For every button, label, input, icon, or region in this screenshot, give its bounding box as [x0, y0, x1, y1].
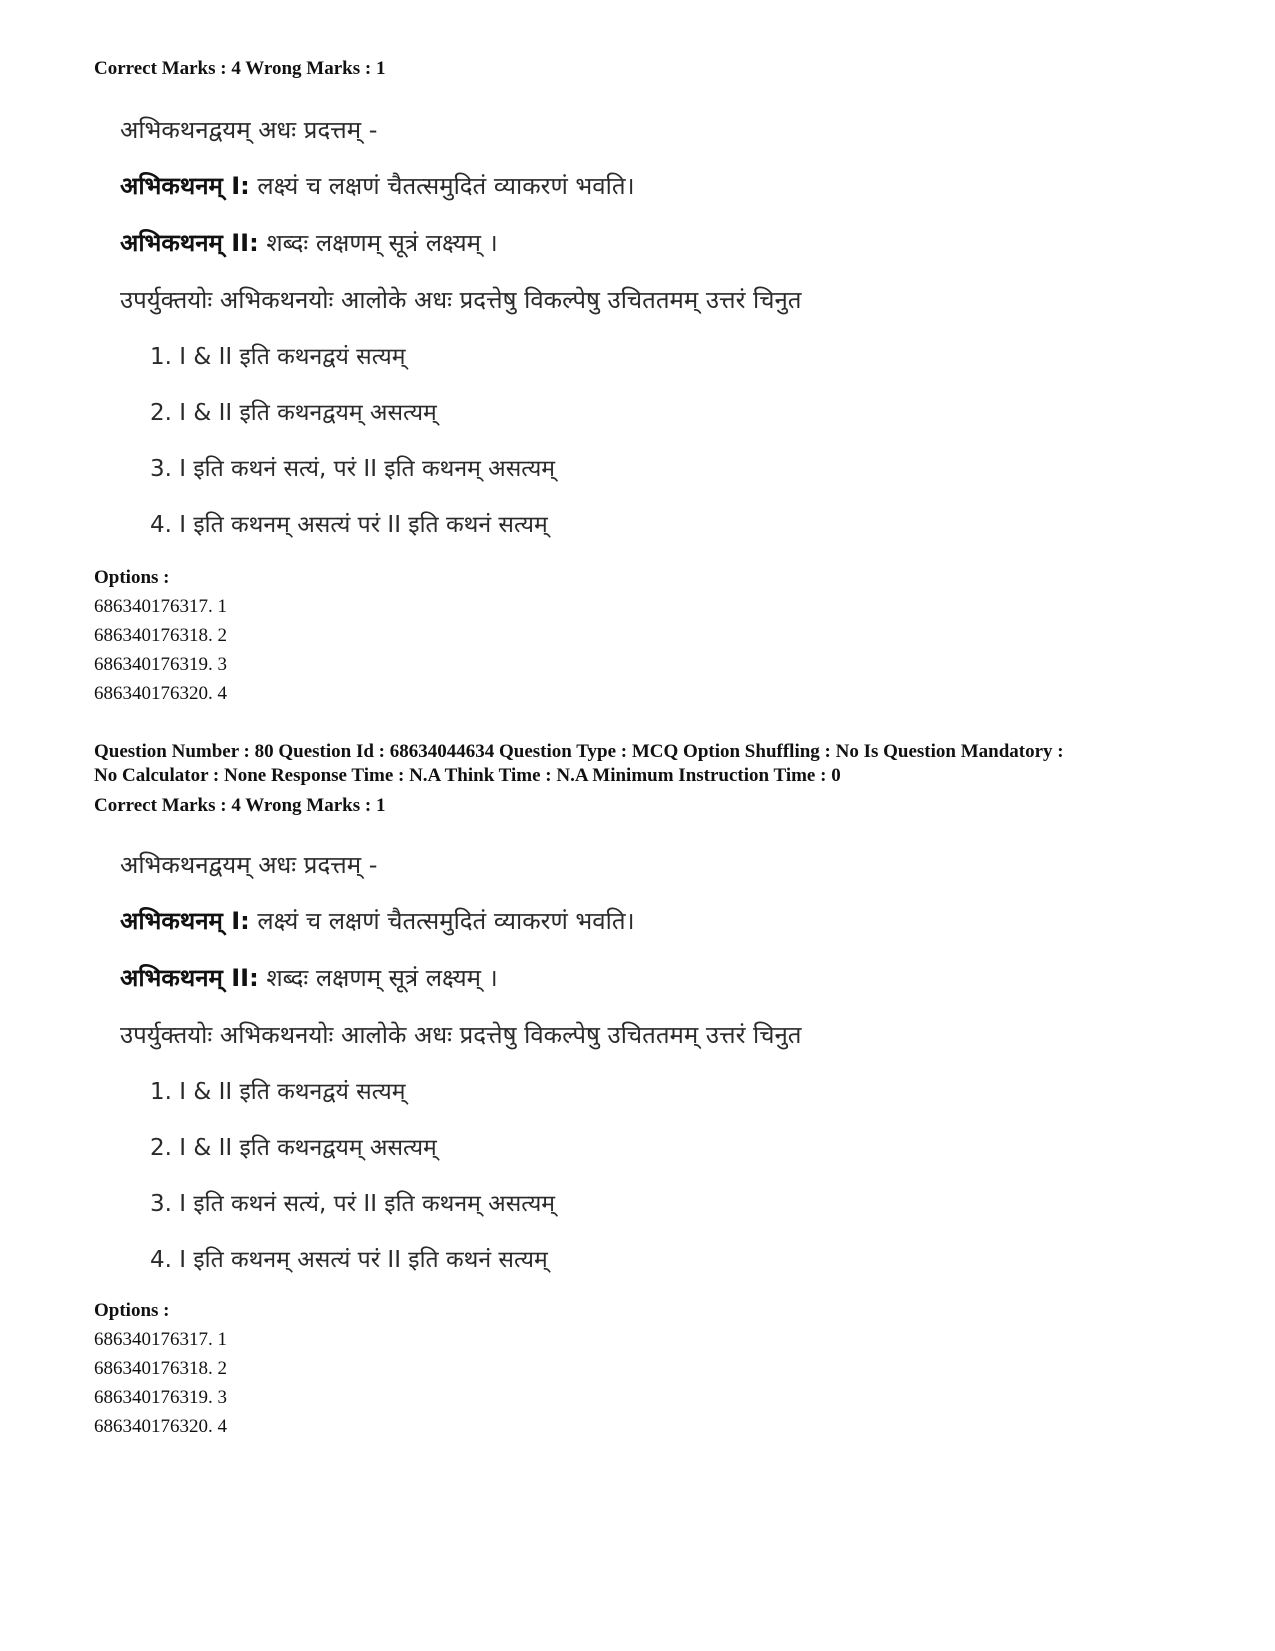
option-row: 686340176319. 3 [94, 654, 227, 675]
question-instruction: उपर्युक्तयोः अभिकथनयोः आलोके अधः प्रदत्तेषु विकल्पेषु उचिततमम् उत्तरं चिनुत [120, 286, 802, 314]
options-title: Options : [94, 1300, 170, 1321]
choice-3: 3. I इति कथनं सत्यं, परं II इति कथनम् असत्यम् [150, 456, 556, 482]
option-row: 686340176320. 4 [94, 683, 227, 704]
marks-text: Correct Marks : 4 Wrong Marks : 1 [94, 795, 386, 816]
option-row: 686340176317. 1 [94, 596, 227, 617]
statement-2 [120, 226, 498, 259]
options-title: Options : [94, 567, 170, 588]
statement-1-label: अभिकथनम् I: [120, 172, 250, 200]
statement-2-label: अभिकथनम् II: [120, 229, 259, 257]
statement-1 [120, 169, 635, 202]
statement-2 [120, 961, 498, 994]
option-row: 686340176317. 1 [94, 1329, 227, 1350]
marks-line-top [94, 57, 1204, 81]
options-block-1 [94, 566, 1204, 708]
question-body-79 [120, 105, 880, 555]
choice-2: 2. I & II इति कथनद्वयम् असत्यम् [150, 400, 437, 426]
choice-1: 1. I & II इति कथनद्वयं सत्यम् [150, 344, 406, 370]
question-intro: अभिकथनद्वयम् अधः प्रदत्तम् - [120, 851, 378, 879]
option-row: 686340176318. 2 [94, 1358, 227, 1379]
question-meta-line-1: Question Number : 80 Question Id : 68634044634 Question Type : MCQ Option Shuffling : No Is Question Mandatory : [94, 741, 1064, 762]
question-body-80 [120, 840, 880, 1290]
options-block-2 [94, 1299, 1204, 1441]
statement-2-text: शब्दः लक्षणम् सूत्रं लक्ष्यम् । [266, 229, 498, 257]
question-intro: अभिकथनद्वयम् अधः प्रदत्तम् - [120, 116, 378, 144]
marks-text: Correct Marks : 4 Wrong Marks : 1 [94, 58, 386, 79]
option-row: 686340176318. 2 [94, 625, 227, 646]
statement-2-text: शब्दः लक्षणम् सूत्रं लक्ष्यम् । [266, 964, 498, 992]
choice-4: 4. I इति कथनम् असत्यं परं II इति कथनं सत्यम् [150, 512, 548, 538]
statement-1-text: लक्ष्यं च लक्षणं चैतत्समुदितं व्याकरणं भवति। [257, 907, 635, 935]
question-meta-line-2: No Calculator : None Response Time : N.A Think Time : N.A Minimum Instruction Time : 0 [94, 765, 841, 786]
choice-1: 1. I & II इति कथनद्वयं सत्यम् [150, 1079, 406, 1105]
option-row: 686340176319. 3 [94, 1387, 227, 1408]
option-row: 686340176320. 4 [94, 1416, 227, 1437]
statement-2-label: अभिकथनम् II: [120, 964, 259, 992]
question-header-80 [94, 740, 1204, 818]
choice-3: 3. I इति कथनं सत्यं, परं II इति कथनम् असत्यम् [150, 1191, 556, 1217]
question-instruction: उपर्युक्तयोः अभिकथनयोः आलोके अधः प्रदत्तेषु विकल्पेषु उचिततमम् उत्तरं चिनुत [120, 1021, 802, 1049]
statement-1 [120, 904, 635, 937]
statement-1-label: अभिकथनम् I: [120, 907, 250, 935]
choice-2: 2. I & II इति कथनद्वयम् असत्यम् [150, 1135, 437, 1161]
statement-1-text: लक्ष्यं च लक्षणं चैतत्समुदितं व्याकरणं भवति। [257, 172, 635, 200]
choice-4: 4. I इति कथनम् असत्यं परं II इति कथनं सत्यम् [150, 1247, 548, 1273]
